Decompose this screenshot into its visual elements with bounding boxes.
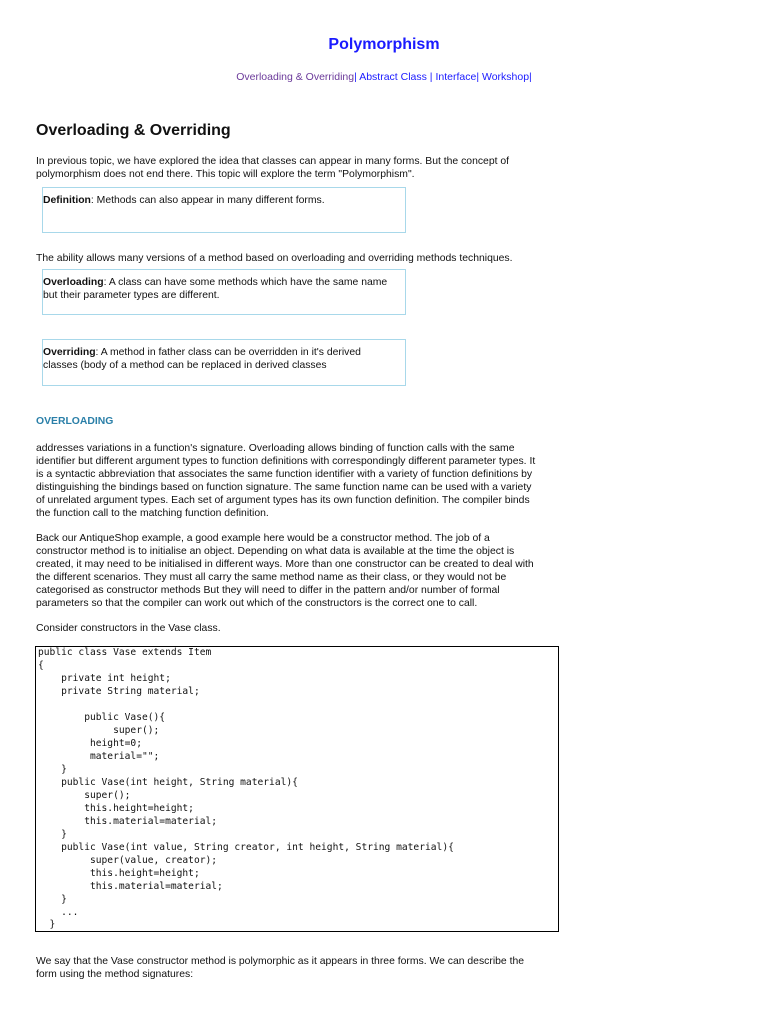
overriding-text: : A method in father class can be overridden in it's derived [95,347,361,358]
nav-link-workshop[interactable]: Workshop [481,71,530,83]
paragraph-line: created, it may need to be initialised in different ways. More than one constructor can be created to deal with [36,559,534,570]
code-line: this.material=material; [38,816,218,827]
paragraph-line: of unrelated argument types. Each set of argument types has its own function definition. The compiler binds [36,495,530,506]
nav-link-overloading-overriding[interactable]: Overloading & Overriding [236,71,355,83]
paragraph-line: categorised as constructor methods But they will need to differ in the pattern and/or number of formal [36,585,500,596]
overloading-box [42,269,406,315]
paragraph-line: We say that the Vase constructor method is polymorphic as it appears in three forms. We can describe the [36,956,525,967]
code-line: } [38,894,67,905]
paragraph-line: identifier but different argument types to function definitions with correspondingly different parameter types. It [36,456,536,467]
code-line: } [38,764,67,775]
code-line: public class Vase extends Item [38,647,212,658]
code-block [35,646,559,932]
code-line: } [38,829,67,840]
code-line: this.material=material; [38,881,223,892]
nav-link-interface[interactable]: Interface [435,71,477,83]
nav-link-abstract-class[interactable]: Abstract Class [359,71,430,83]
top-navigation [0,71,768,83]
paragraph-line: the function call to the matching function definition. [36,508,269,519]
nav-separator: | [476,71,480,83]
code-line: material=""; [38,751,160,762]
intro-line: In previous topic, we have explored the idea that classes can appear in many forms. But the concept of [36,156,510,167]
paragraph-line: parameters so that the compiler can work out which of the constructors is the correct one to call. [36,598,478,609]
nav-separator: | [354,71,357,83]
intro-line: polymorphism does not end there. This topic will explore the term "Polymorphism". [36,169,415,180]
overloading-heading: OVERLOADING [36,416,114,427]
code-line: private int height; [38,673,171,684]
code-line: private String material; [38,686,200,697]
definition-term: Definition [43,195,91,206]
definition-box [42,187,406,233]
paragraph-line: form using the method signatures: [36,969,194,980]
overriding-box [42,339,406,386]
paragraph-line: is a syntactic abbreviation that associates the same function identifier with a variety of function definitions by [36,469,533,480]
code-line: public Vase(int value, String creator, int height, String material){ [38,842,454,853]
nav-separator: | [529,71,532,83]
site-title: Polymorphism [328,36,440,53]
definition-text: : Methods can also appear in many different forms. [90,195,325,206]
code-line: super(); [38,725,160,736]
code-line: public Vase(){ [38,712,166,723]
paragraph-line: the different scenarios. They must all carry the same method name as their class, or they would not be [36,572,507,583]
overloading-text: : A class can have some methods which have the same name [103,277,388,288]
nav-separator: | [429,71,433,83]
paragraph-line: Back our AntiqueShop example, a good example here would be a constructor method. The job of a [36,533,490,544]
ability-paragraph: The ability allows many versions of a method based on overloading and overriding methods techniques. [36,253,513,264]
paragraph-line: constructor method is to initialise an object. Depending on what data is available at the time the object is [36,546,515,557]
paragraph-line: addresses variations in a function's signature. Overloading allows binding of function calls with the same [36,443,515,454]
paragraph-line: distinguishing the bindings based on function signature. The same function name can be used with a variety [36,482,532,493]
code-line: this.height=height; [38,868,200,879]
code-line: height=0; [38,738,142,749]
overloading-paragraph [36,442,556,520]
overloading-term: Overloading [43,277,104,288]
code-line: ... [38,907,79,918]
closing-paragraph [36,955,556,981]
overloading-text: but their parameter types are different. [43,290,220,301]
intro-paragraph [36,155,556,181]
code-line: public Vase(int height, String material){ [38,777,298,788]
code-line: super(value, creator); [38,855,218,866]
section-title: Overloading & Overriding [36,122,231,139]
code-line: { [38,660,44,671]
code-line: this.height=height; [38,803,194,814]
code-line: super(); [38,790,131,801]
code-line: } [38,919,56,930]
overriding-text: classes (body of a method can be replaced in derived classes [43,360,327,371]
consider-paragraph: Consider constructors in the Vase class. [36,623,221,634]
antiqueshop-paragraph [36,532,556,610]
overriding-term: Overriding [43,347,96,358]
